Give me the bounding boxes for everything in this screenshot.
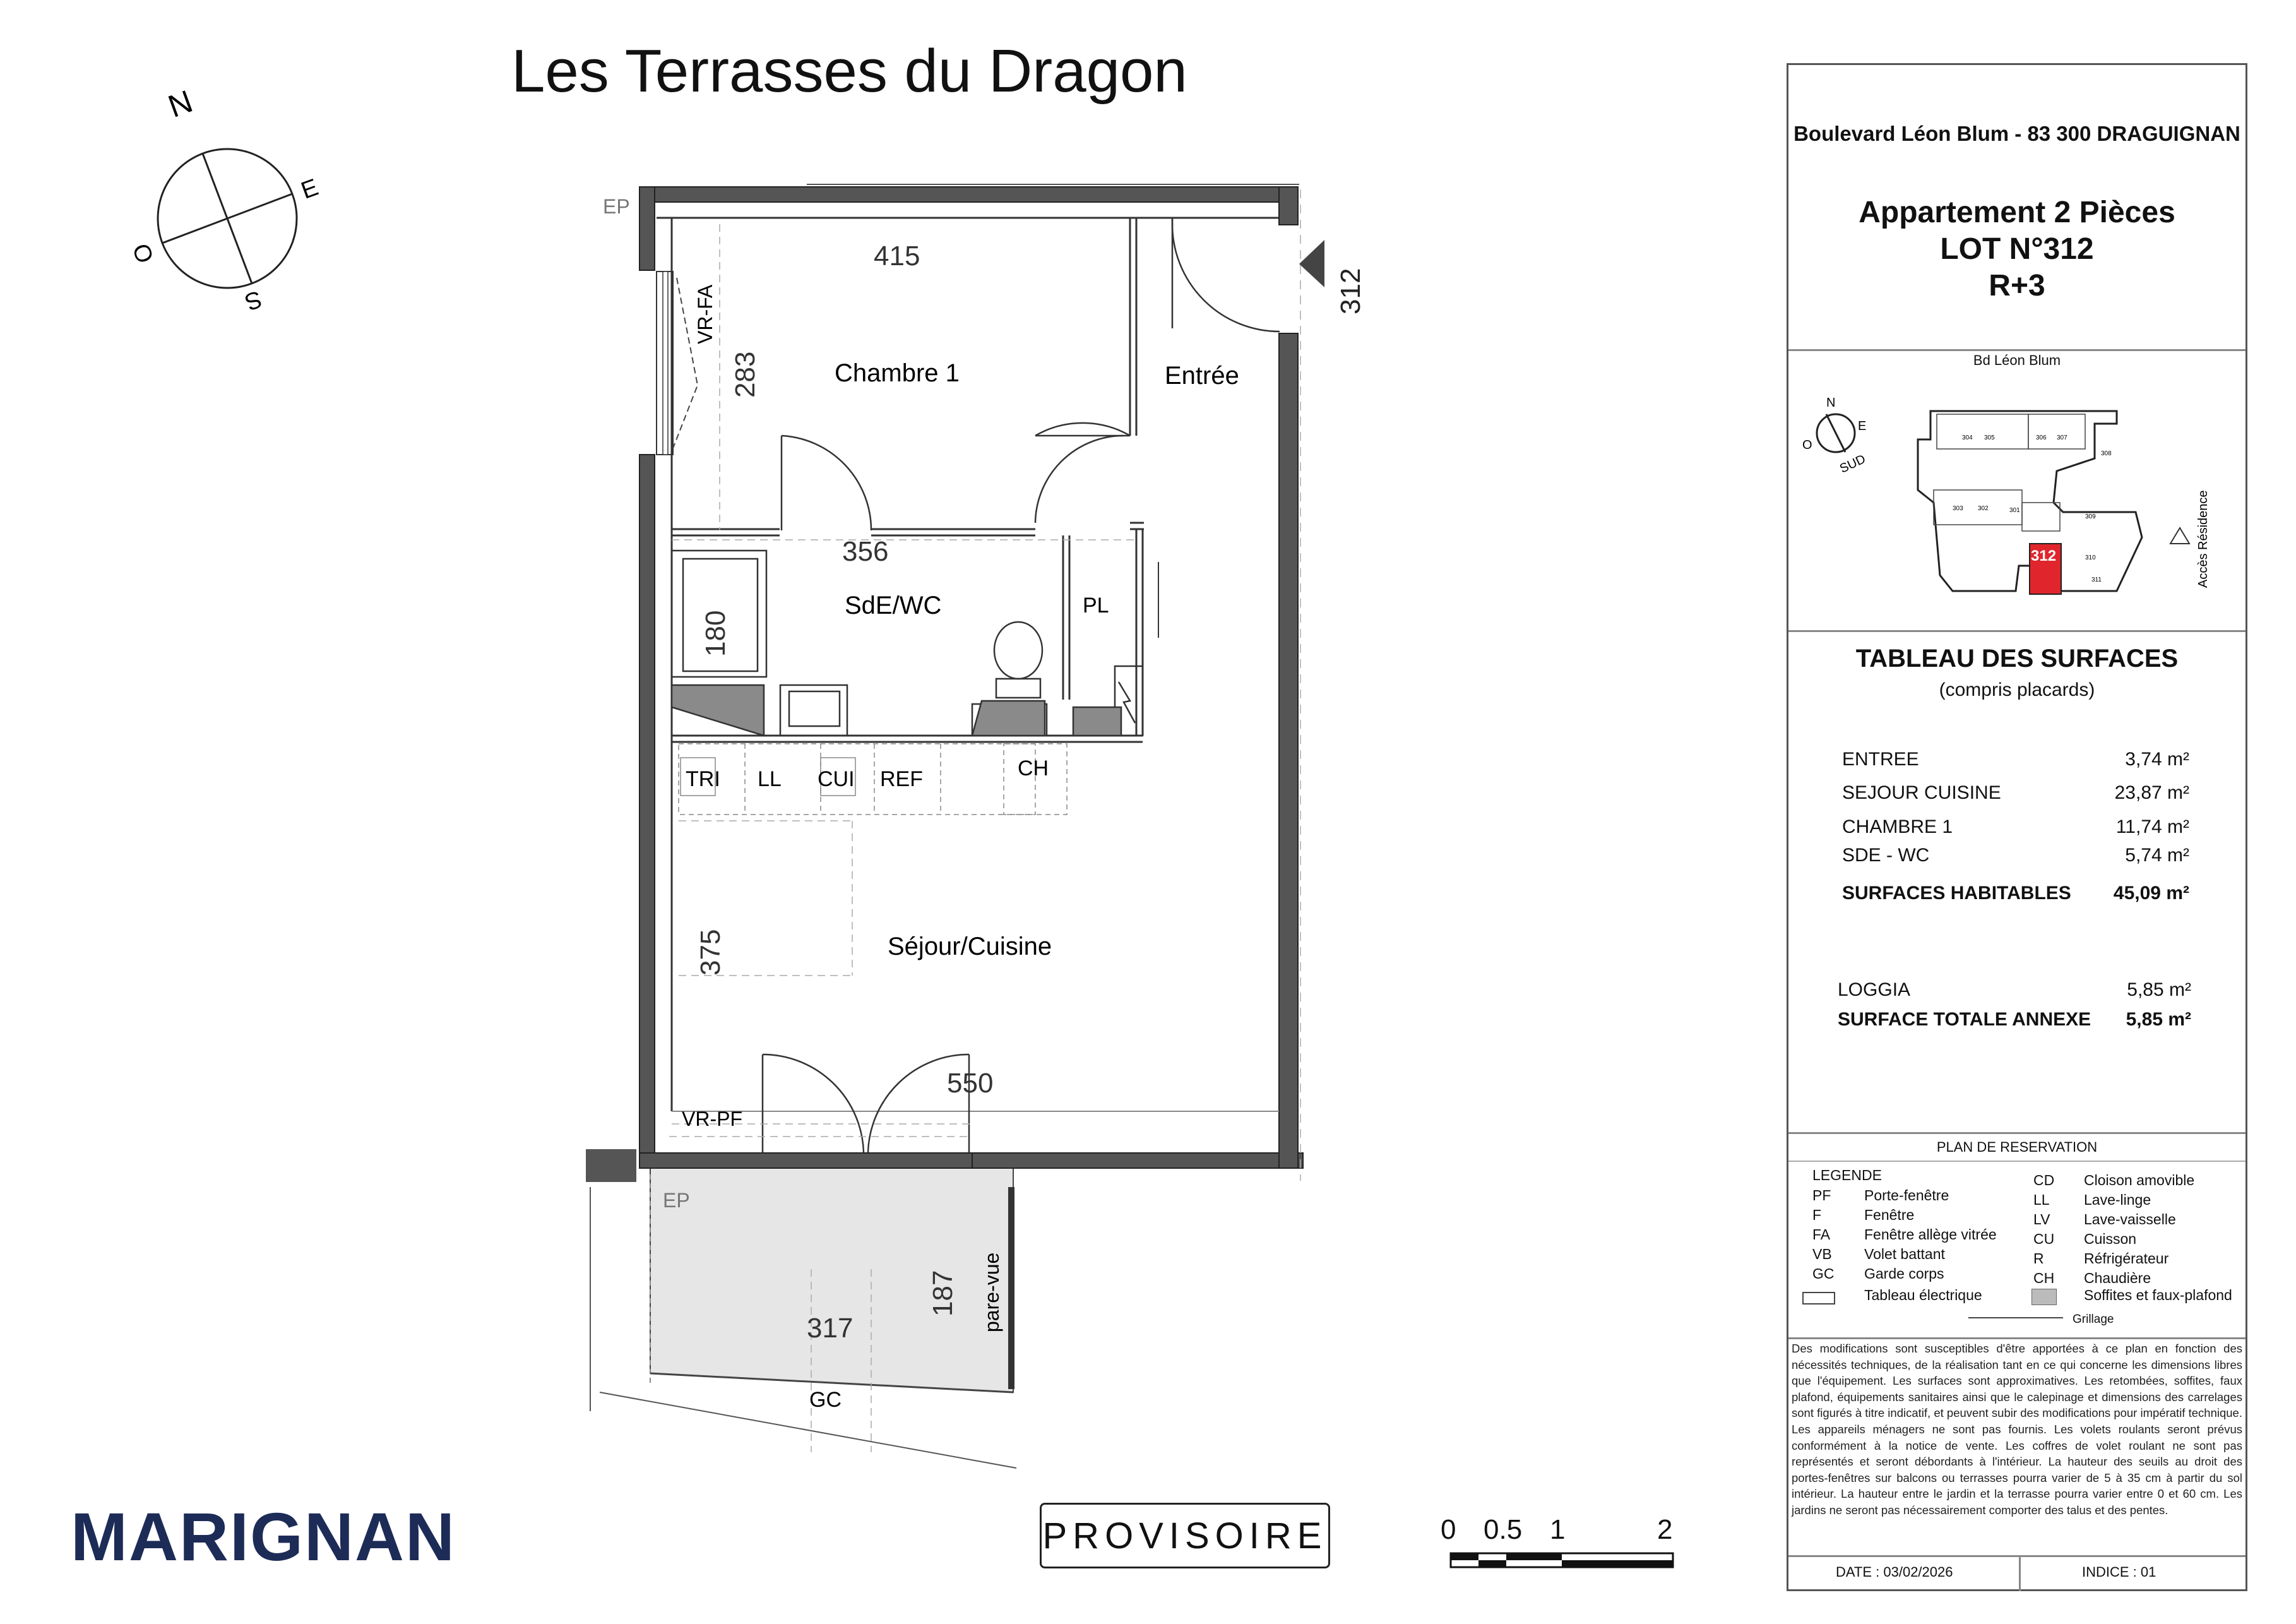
disclaimer: Des modifications sont susceptibles d'être apportées à ce plan en fonction des nécessités techniques, de la réalisation tant en ce qui concerne les dimensions libres que l'équipement. Les surfaces sont approximatives. Les retombées, soffites, faux plafond, équipements sanitaires ainsi que le calepinage et dimensions des carrelages sont figurés à titre indicatif, et peuvent subir des modifications pour impératif technique. Les appareils ménagers ne sont pas fournis. Les volets roulants seront prévus conformément à la notice de vente. Les coffres de volet roulant ne sont pas représentés et seront débordants à l'intérieur. La hauteur des seuils au droit des portes-fenêtres sur balcons ou terrasses pourra varier de 5 à 35 cm à partir du sol intérieur. La hauteur entre le jardin et la terrasse pourra varier entre 0 et 60 cm. Les jardins ne seront pas nécessairement comporter des talus et des pentes. (1792, 1342, 2242, 1517)
legend-code: VB (1812, 1246, 1832, 1262)
dim-375: 375 (695, 929, 726, 976)
compass-n: N (164, 83, 198, 124)
brand-name: MARIGNAN (71, 1498, 456, 1575)
cui-label: CUI (818, 767, 855, 791)
legend-right (2033, 1171, 2194, 1288)
room-sde-label: SdE/WC (845, 592, 942, 619)
lot-marker-312: 312 (1335, 268, 1366, 314)
legend-grillage: Grillage (2073, 1313, 2114, 1326)
unit-label: 302 (1978, 505, 1989, 512)
kitchen-units (679, 744, 1067, 815)
compass (127, 83, 322, 315)
soffit-swatch-icon (2031, 1289, 2057, 1305)
lot-marker-arrow (1299, 240, 1324, 287)
unit-label: 308 (2101, 450, 2112, 457)
key-plan-svg (1788, 376, 2245, 642)
unit-label: 311 (2091, 576, 2102, 583)
gc-label: GC (809, 1388, 842, 1412)
surface-label: SURFACES HABITABLES (1842, 883, 2071, 904)
legend-soffit: Soffites et faux-plafond (2084, 1287, 2232, 1303)
surface-value: 5,85 m² (2126, 1009, 2191, 1030)
keyplan-access: Accès Résidence (2196, 490, 2210, 588)
surface-value: 5,74 m² (2125, 845, 2189, 866)
keyplan-compass-n: N (1826, 396, 1836, 410)
vr-fa-label: VR-FA (694, 284, 717, 344)
legend-text: Cloison amovible (2084, 1172, 2195, 1188)
compass-o: O (126, 240, 158, 267)
ll-label: LL (758, 767, 782, 791)
scale-label-05: 0.5 (1484, 1514, 1523, 1545)
unit-label: 304 (1962, 434, 1973, 441)
surface-row-sde (1842, 845, 2189, 866)
surface-label: SDE - WC (1842, 845, 1930, 866)
legend-code: FA (1812, 1226, 1831, 1243)
apartment-info (1788, 194, 2245, 304)
surface-label: CHAMBRE 1 (1842, 816, 1953, 837)
surface-value: 5,85 m² (2127, 979, 2191, 1000)
legend-text: Lave-linge (2084, 1191, 2151, 1208)
tri-label: TRI (686, 767, 720, 791)
legend-text: Réfrigérateur (2084, 1250, 2169, 1267)
dim-356: 356 (842, 536, 889, 567)
legend (1788, 1132, 2245, 1340)
surface-row-sejour (1842, 782, 2189, 804)
vr-pf-label: VR-PF (682, 1108, 742, 1130)
scale-bar (1451, 1553, 1673, 1567)
surface-label: LOGGIA (1838, 979, 1911, 1000)
surface-row-loggia (1838, 979, 2191, 1001)
scale-label-2: 2 (1657, 1514, 1673, 1545)
lot-number: LOT N°312 (1940, 232, 2094, 266)
plan-indice: INDICE : 01 (2082, 1564, 2156, 1580)
surface-value: 11,74 m² (2115, 816, 2189, 837)
legend-left (1812, 1186, 1997, 1284)
unit-label: 305 (1984, 434, 1995, 441)
room-pl-label: PL (1083, 594, 1109, 618)
surface-value: 3,74 m² (2125, 749, 2189, 770)
legend-text: Garde corps (1864, 1265, 1944, 1282)
room-entree-label: Entrée (1165, 362, 1239, 390)
marignan-logo (71, 1498, 456, 1575)
compass-s: S (241, 285, 266, 316)
scale-label-0: 0 (1441, 1514, 1456, 1545)
ep-top-label: EP (603, 195, 630, 218)
unit-label: 303 (1953, 505, 1963, 512)
legend-elec: Tableau électrique (1864, 1287, 1982, 1303)
dim-283: 283 (730, 351, 761, 398)
keyplan-compass-e: E (1858, 419, 1867, 433)
dim-317: 317 (807, 1313, 854, 1344)
access-arrow-icon (2170, 528, 2189, 544)
loggia-area (650, 1162, 1013, 1392)
unit-label: 307 (2057, 434, 2067, 441)
legend-title: LEGENDE (1812, 1167, 1882, 1183)
legend-code: LL (2033, 1191, 2050, 1208)
dim-415: 415 (874, 241, 920, 272)
keyplan-compass-o: O (1802, 438, 1812, 452)
legend-code: CH (2033, 1270, 2055, 1286)
ref-label: REF (880, 767, 923, 791)
legend-code: PF (1812, 1187, 1831, 1203)
room-sejour-label: Séjour/Cuisine (888, 933, 1052, 960)
room-chambre-label: Chambre 1 (835, 359, 960, 387)
dim-187: 187 (927, 1270, 958, 1317)
surface-label: SEJOUR CUISINE (1842, 782, 2001, 803)
scale-label-1: 1 (1550, 1514, 1566, 1545)
ep-bottom-label: EP (663, 1189, 690, 1212)
elec-panel-icon (1802, 1292, 1835, 1305)
grillage-line-icon (1968, 1317, 2063, 1318)
surfaces-title: TABLEAU DES SURFACES (1855, 645, 2179, 672)
legend-text: Fenêtre (1864, 1207, 1915, 1223)
legend-text: Cuisson (2084, 1231, 2137, 1247)
surface-value: 23,87 m² (2114, 782, 2189, 803)
unit-label: 309 (2085, 513, 2096, 520)
legend-header: PLAN DE RESERVATION (1936, 1139, 2098, 1155)
legend-code: CD (2033, 1172, 2055, 1188)
legend-code: F (1812, 1207, 1822, 1223)
legend-code: R (2033, 1250, 2044, 1267)
title-block (1787, 63, 2247, 1591)
keyplan-highlight-label: 312 (2031, 547, 2057, 564)
legend-text: Volet battant (1864, 1246, 1945, 1262)
surfaces-subtitle: (compris placards) (1939, 679, 2095, 700)
surface-label: ENTREE (1842, 749, 1919, 770)
dim-550: 550 (947, 1068, 994, 1099)
address: Boulevard Léon Blum - 83 300 DRAGUIGNAN (1793, 122, 2240, 145)
surface-label: SURFACE TOTALE ANNEXE (1838, 1009, 2091, 1030)
provisoire-stamp: PROVISOIRE (1040, 1503, 1330, 1568)
apartment-type: Appartement 2 Pièces (1859, 196, 2175, 229)
legend-code: LV (2033, 1211, 2050, 1227)
surface-row-total-annex (1838, 1009, 2191, 1030)
dim-180: 180 (700, 610, 731, 657)
unit-label: 310 (2085, 554, 2096, 561)
bathroom-fixtures (672, 551, 1158, 736)
unit-label: 306 (2036, 434, 2047, 441)
surface-row-entree (1842, 749, 2189, 770)
key-plan-street: Bd Léon Blum (1973, 352, 2061, 368)
surface-value: 45,09 m² (2113, 883, 2189, 904)
legend-text: Lave-vaisselle (2084, 1211, 2176, 1227)
surface-row-chambre (1842, 816, 2189, 838)
keyplan-compass-sud: SUD (1837, 452, 1868, 476)
legend-text: Chaudière (2084, 1270, 2151, 1286)
legend-text: Porte-fenêtre (1864, 1187, 1949, 1203)
surfaces-table (1788, 630, 2245, 1198)
project-title: Les Terrasses du Dragon (511, 37, 1187, 105)
legend-code: GC (1812, 1265, 1835, 1282)
plan-date: DATE : 03/02/2026 (1836, 1564, 1953, 1580)
unit-label: 301 (2009, 507, 2020, 514)
legend-text: Fenêtre allège vitrée (1864, 1226, 1997, 1243)
ch-label: CH (1018, 756, 1049, 780)
pare-vue-label: pare-vue (980, 1252, 1003, 1332)
legend-code: CU (2033, 1231, 2055, 1247)
compass-e: E (297, 174, 322, 205)
level: R+3 (1989, 269, 2045, 302)
surface-row-total (1842, 883, 2189, 904)
